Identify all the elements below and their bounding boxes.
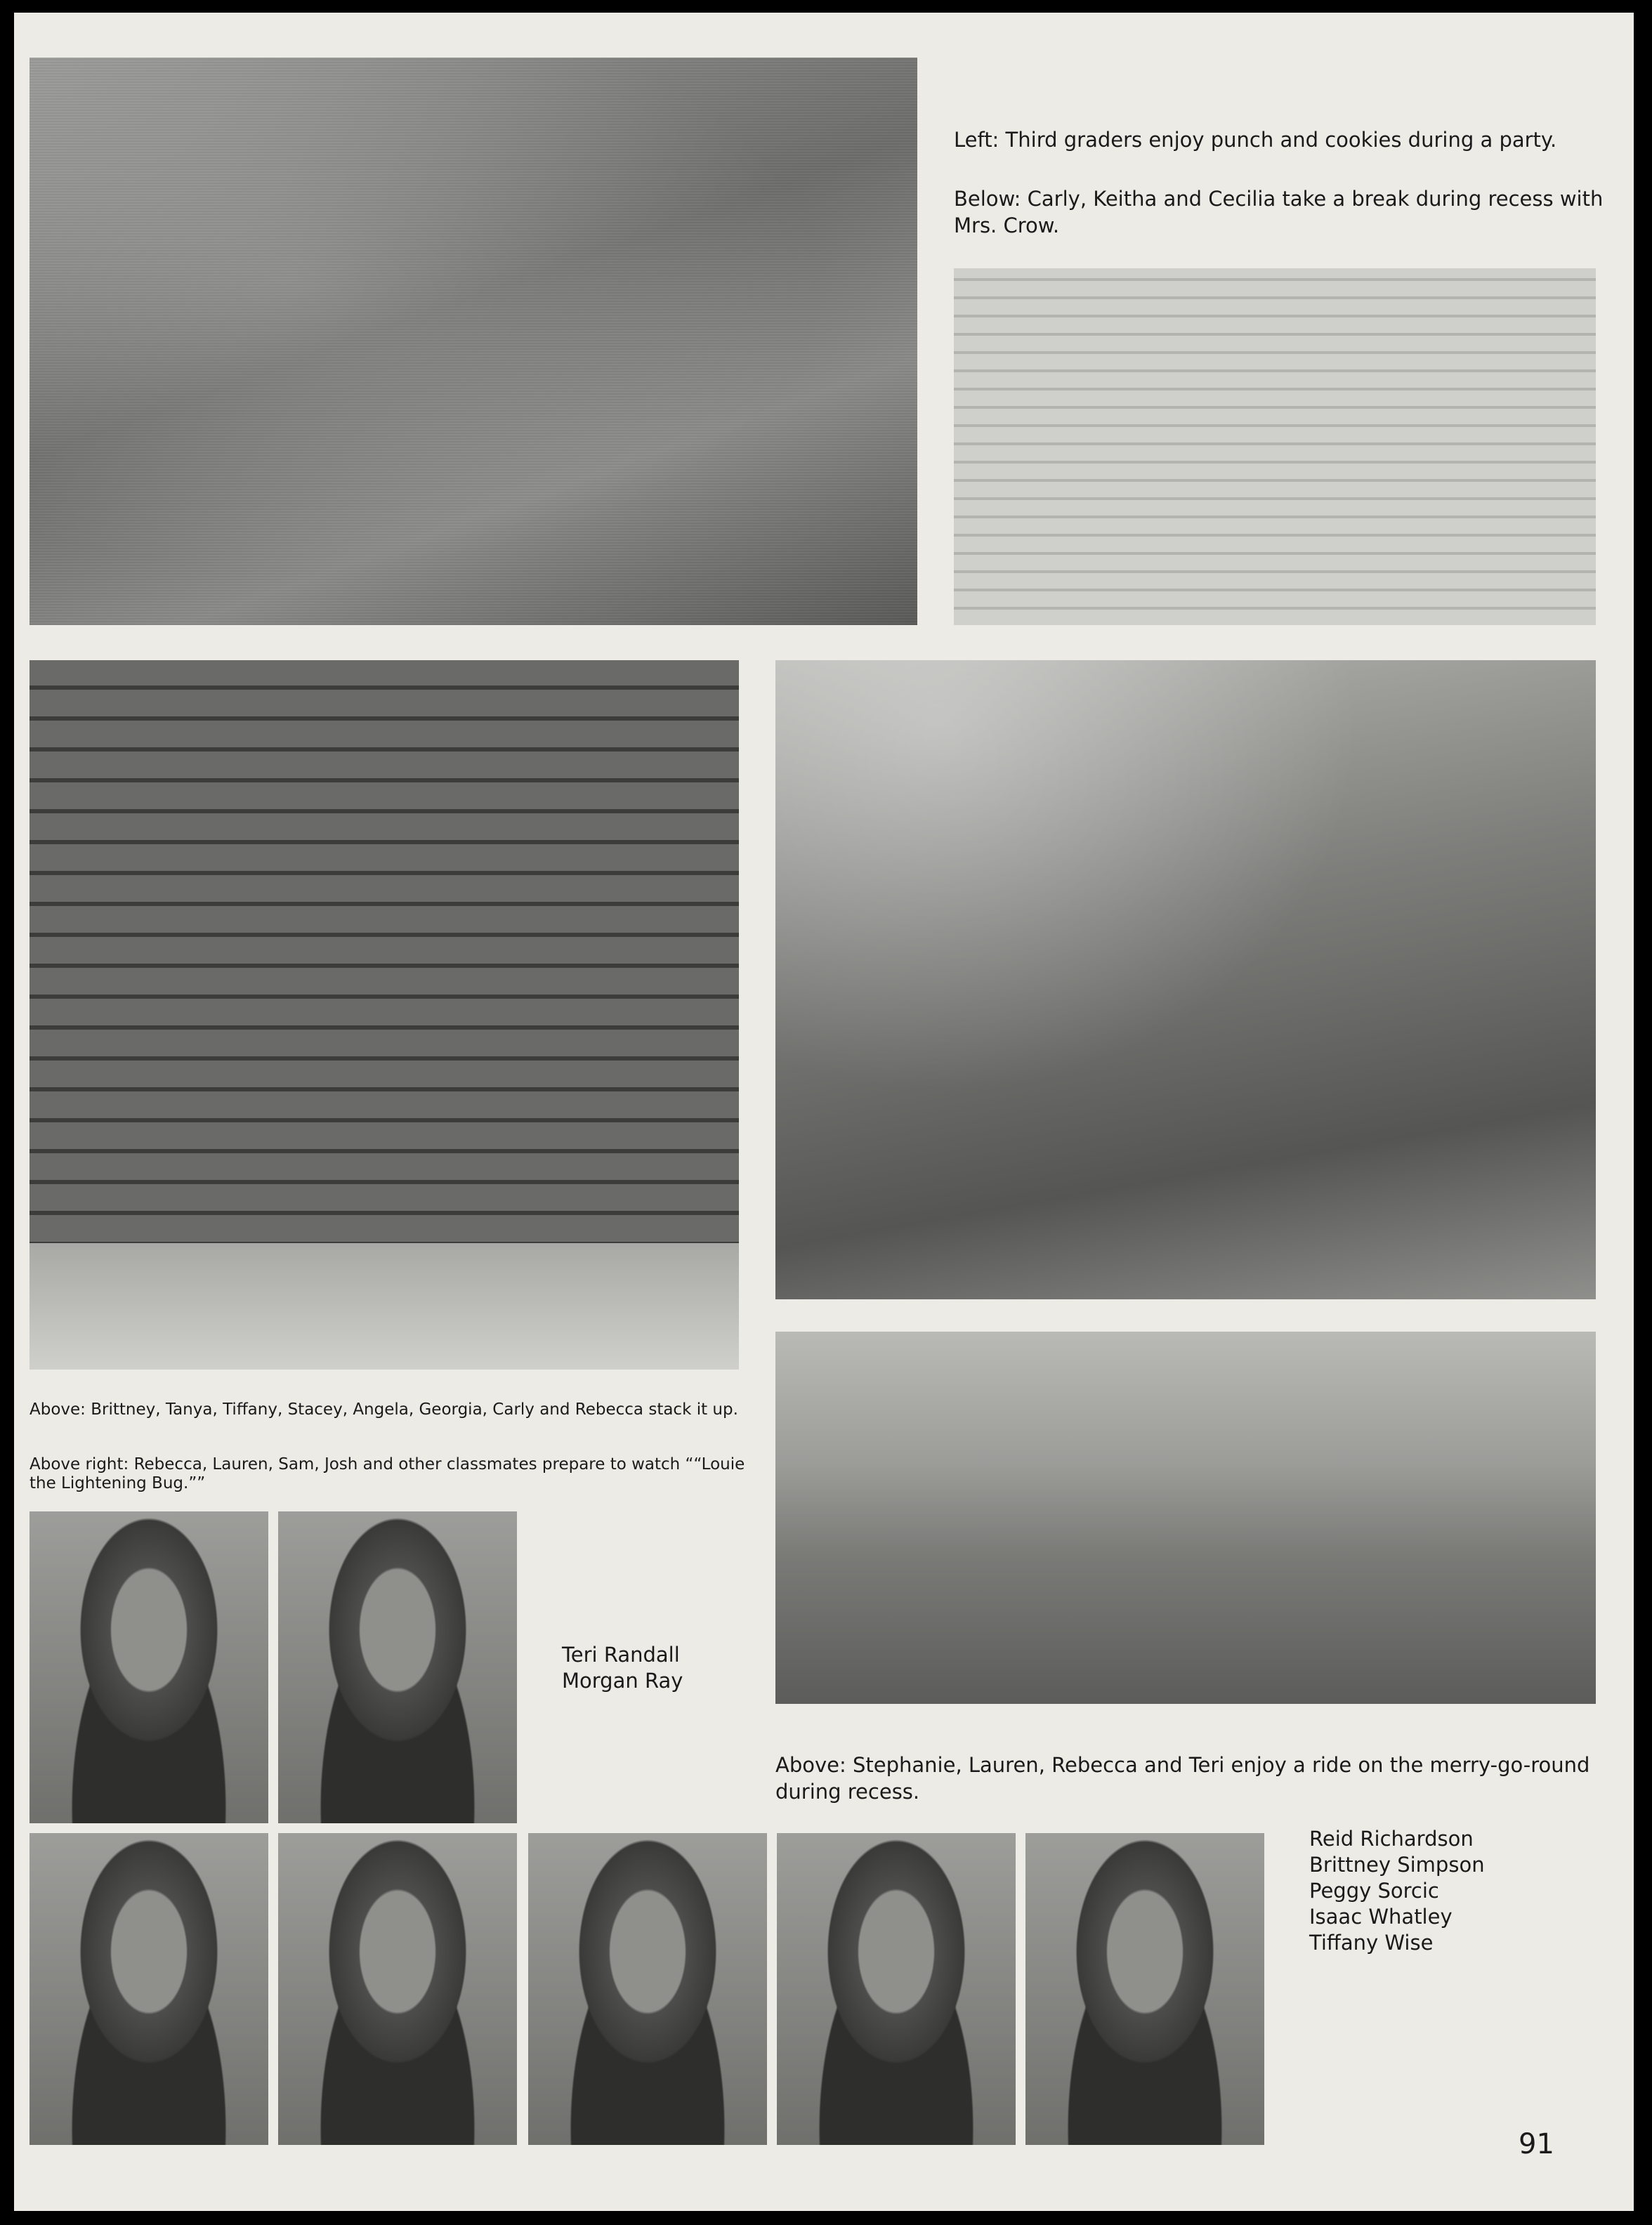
portrait-name: Reid Richardson [1309,1827,1474,1851]
portrait-name: Peggy Sorcic [1309,1879,1439,1903]
caption-merry-go-round: Above: Stephanie, Lauren, Rebecca and Teri enjoy a ride on the merry-go-round during recess. [775,1753,1590,1804]
photo-gym-classmates [775,660,1596,1299]
caption-party: Left: Third graders enjoy punch and cookies during a party. [954,128,1557,152]
portrait-name: Teri Randall [562,1643,680,1667]
caption-gym: Above right: Rebecca, Lauren, Sam, Josh and other classmates prepare to watch ““Louie the Lightening Bug.”” [29,1455,745,1492]
portrait-brittney-simpson [278,1833,517,2145]
portrait-peggy-sorcic [528,1833,767,2145]
portrait-name: Isaac Whatley [1309,1905,1453,1929]
portrait-morgan-ray [278,1511,517,1823]
photo-classroom-party [29,58,917,625]
photo-human-pyramid [29,660,739,1370]
page-number: 91 [1519,2128,1554,2160]
portrait-isaac-whatley [777,1833,1016,2145]
photo-merry-go-round [775,1332,1596,1704]
caption-stack: Above: Brittney, Tanya, Tiffany, Stacey, Angela, Georgia, Carly and Rebecca stack it up. [29,1400,738,1419]
portrait-names-row1 [562,1642,773,1694]
photo-recess-bench [954,268,1596,625]
portrait-name: Brittney Simpson [1309,1853,1485,1877]
portrait-names-row2 [1309,1826,1604,1956]
portrait-name: Morgan Ray [562,1669,683,1693]
caption-recess-bench: Below: Carly, Keitha and Cecilia take a break during recess with Mrs. Crow. [954,187,1604,237]
portrait-tiffany-wise [1025,1833,1264,2145]
portrait-reid-richardson [29,1833,268,2145]
portrait-name: Tiffany Wise [1309,1931,1434,1955]
yearbook-page [14,13,1634,2211]
portrait-teri-randall [29,1511,268,1823]
